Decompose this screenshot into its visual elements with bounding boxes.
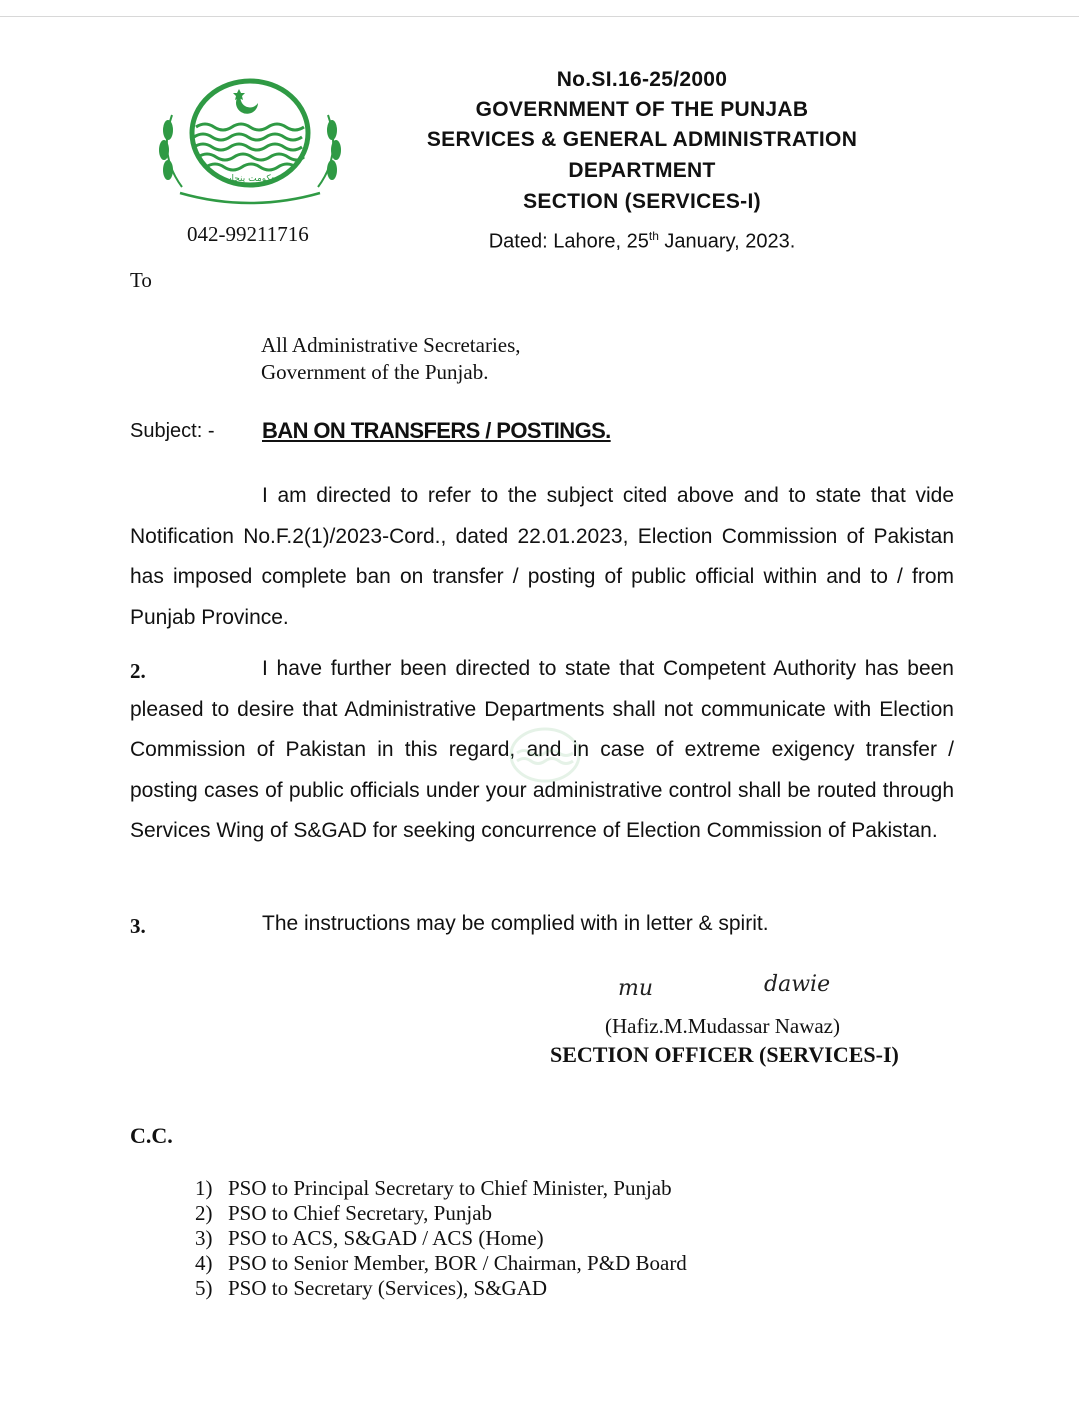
signatory-name: (Hafiz.M.Mudassar Nawaz): [605, 1014, 840, 1038]
watermark-seal-icon: [505, 725, 585, 785]
top-divider: [0, 16, 1079, 17]
to-label: To: [130, 268, 152, 292]
header-line-3: DEPARTMENT: [568, 159, 716, 182]
signature-initials-left: mu: [618, 976, 654, 1001]
list-item: 5) PSO to Secretary (Services), S&GAD: [195, 1276, 548, 1300]
list-item: 3) PSO to ACS, S&GAD / ACS (Home): [195, 1226, 544, 1250]
paragraph-2-number: 2.: [130, 659, 146, 683]
recipient-line-1: All Administrative Secretaries,: [261, 333, 521, 357]
list-item: 4) PSO to Senior Member, BOR / Chairman, P&D Board: [195, 1251, 687, 1275]
paragraph-2: I have further been directed to state that Competent Authority has been pleased to desire that Administrative Departments shall not communicate with Election Commission of Pakistan in this regard, and in case of extreme exigency transfer / posting cases of public officials under your administrative control shall be routed through Services Wing of S&GAD for seeking concurrence of Election Commission of Pakistan.: [130, 657, 954, 843]
subject-text: BAN ON TRANSFERS / POSTINGS.: [262, 418, 611, 443]
paragraph-3: The instructions may be complied with in letter & spirit.: [262, 912, 769, 935]
letter-date: Dated: Lahore, 25th January, 2023.: [488, 229, 796, 253]
file-number: No.SI.16-25/2000: [556, 68, 728, 91]
seal-text: حکومت پنجاب: [223, 174, 277, 184]
cc-label: C.C.: [130, 1123, 173, 1148]
header-line-2: SERVICES & GENERAL ADMINISTRATION: [426, 128, 858, 151]
recipient-line-2: Government of the Punjab.: [261, 360, 489, 384]
signature-initials-right: dawie: [764, 972, 831, 997]
cc-list: [195, 1176, 687, 1301]
header-line-1: GOVERNMENT OF THE PUNJAB: [475, 98, 809, 121]
subject-label: Subject: -: [130, 420, 215, 442]
paragraph-3-number: 3.: [130, 914, 146, 938]
punjab-seal-logo: [150, 75, 350, 220]
list-item: 1) PSO to Principal Secretary to Chief Minister, Punjab: [195, 1176, 672, 1200]
signatory-designation: SECTION OFFICER (SERVICES-I): [550, 1042, 899, 1067]
list-item: 2) PSO to Chief Secretary, Punjab: [195, 1201, 493, 1225]
paragraph-1: I am directed to refer to the subject cited above and to state that vide Notification No.F.2(1)/2023-Cord., dated 22.01.2023, Election Commission of Pakistan has imposed complete ban on transfer / posting of public official within and to / from Punjab Province.: [130, 484, 954, 629]
header-line-4: SECTION (SERVICES-I): [523, 190, 761, 213]
phone-number: 042-99211716: [187, 222, 309, 246]
